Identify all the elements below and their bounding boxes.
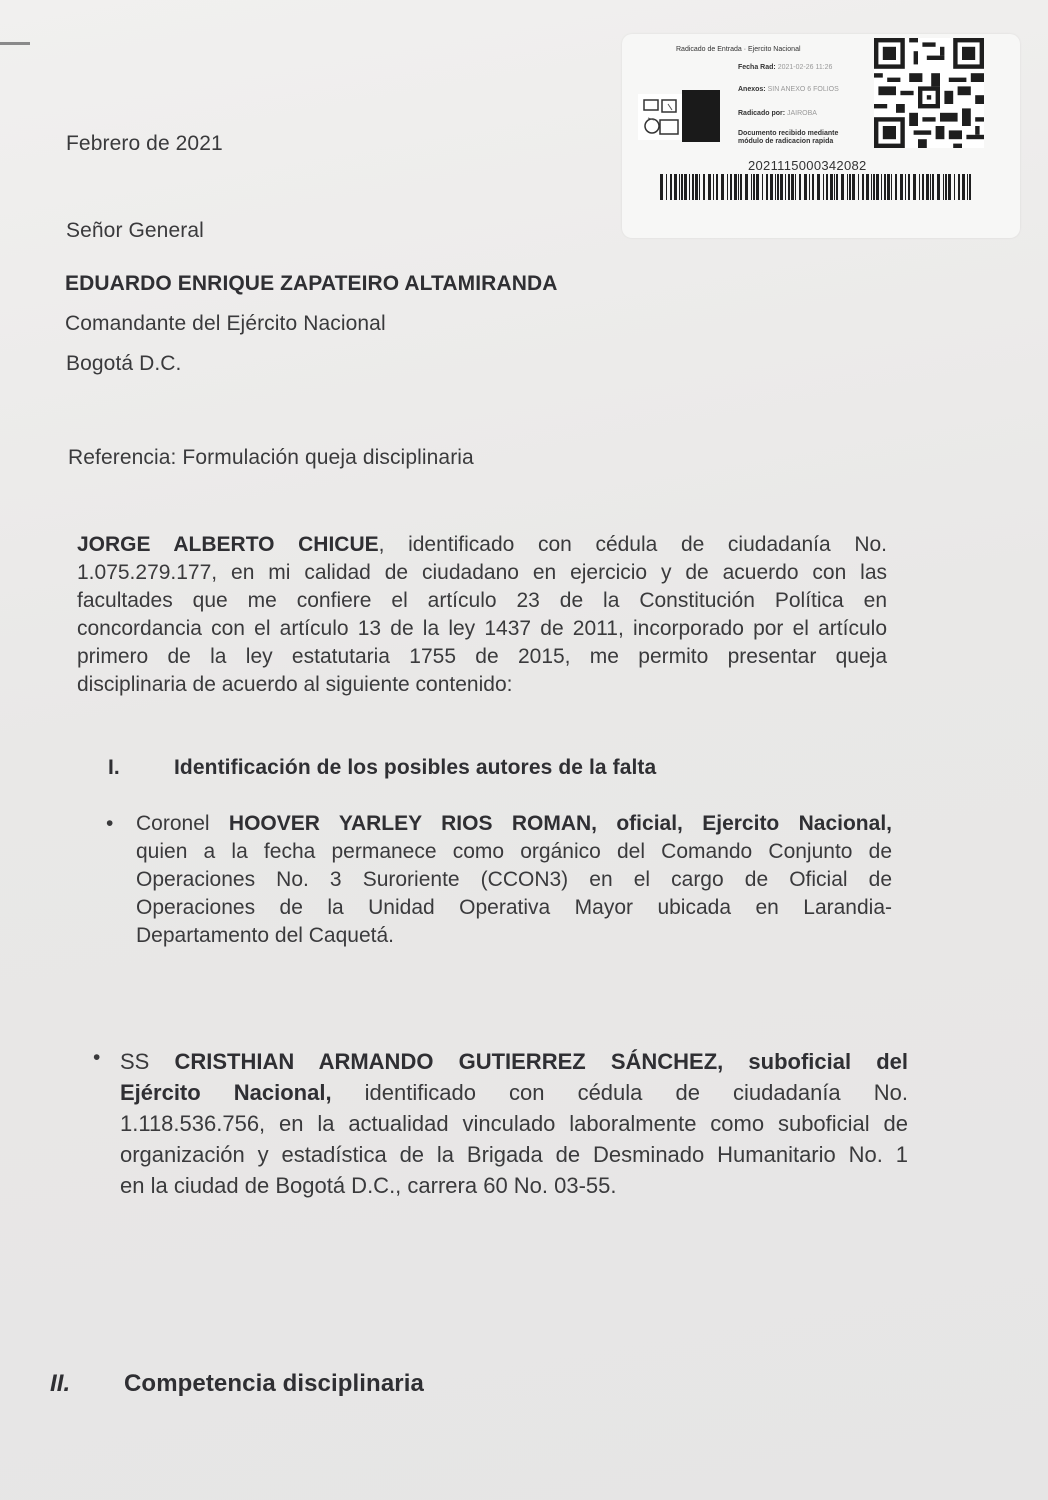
stamp-fecha [738, 64, 832, 71]
bullet-1-prefix: Coronel [136, 812, 229, 835]
bullet-2-marker: • [93, 1046, 101, 1069]
stamp-fecha-label: Fecha Rad: [738, 64, 776, 71]
bullet-1-line-4: Operaciones de la Unidad Operativa Mayor ubicada en Larandia- [136, 896, 892, 919]
bullet-1-line-2: quien a la fecha permanece como orgánico del Comando Conjunto de [136, 840, 892, 863]
qr-code [874, 38, 984, 148]
intro-line-1-rest: , identificado con cédula de ciudadanía No. [378, 533, 887, 556]
stamp-fecha-value: 2021-02-26 11:26 [777, 64, 833, 71]
bullet-2-line-2 [120, 1077, 908, 1108]
bullet-1-line-1 [136, 810, 892, 838]
recipient-salutation: Señor General [66, 219, 204, 242]
filing-stamp [622, 34, 1020, 238]
stamp-radicado-value: JAIROBA [787, 110, 817, 117]
intro-paragraph [77, 531, 887, 699]
recipient-name: EDUARDO ENRIQUE ZAPATEIRO ALTAMIRANDA [65, 272, 558, 295]
stamp-anexos-value: SIN ANEXO 6 FOLIOS [767, 86, 839, 93]
bullet-1-text [136, 810, 892, 950]
radicado-number: 2021115000342082 [748, 158, 867, 173]
bullet-2-line-2-rest: identificado con cédula de ciudadanía No. [331, 1080, 908, 1105]
coat-of-arms-logo [638, 90, 720, 142]
stamp-radicado [738, 110, 817, 117]
complainant-name: JORGE ALBERTO CHICUE [77, 533, 379, 556]
stamp-note-line2: módulo de radicacion rapida [738, 138, 834, 145]
bullet-1-bold: HOOVER YARLEY RIOS ROMAN, oficial, Ejercito Nacional, [228, 812, 892, 835]
section-2-title: Competencia disciplinaria [124, 1370, 424, 1397]
bullet-2-line-4: organización y estadística de la Brigada de Desminado Humanitario No. 1 [120, 1142, 908, 1167]
intro-line-5: primero de la ley estatutaria 1755 de 2015, me permito presentar queja [77, 645, 887, 668]
corner-mark [0, 42, 30, 45]
stamp-anexos-label: Anexos: [738, 86, 766, 93]
intro-line-6: disciplinaria de acuerdo al siguiente contenido: [77, 673, 513, 696]
stamp-anexos [738, 86, 839, 93]
section-1-title: Identificación de los posibles autores de la falta [174, 756, 657, 779]
intro-line-1 [77, 531, 887, 559]
letter-date: Febrero de 2021 [66, 132, 223, 155]
bullet-2-text [120, 1046, 908, 1201]
barcode [660, 174, 972, 200]
recipient-city: Bogotá D.C. [66, 352, 182, 375]
bullet-1-marker: • [106, 812, 114, 835]
bullet-1-line-5: Departamento del Caquetá. [136, 924, 394, 947]
section-2-numeral: II. [50, 1370, 71, 1397]
bullet-2-line-3: 1.118.536.756, en la actualidad vinculado laboralmente como suboficial de [120, 1111, 908, 1136]
reference-line: Referencia: Formulación queja disciplinaria [68, 446, 474, 469]
section-1-numeral: I. [108, 756, 120, 779]
stamp-header: Radicado de Entrada · Ejercito Nacional [676, 46, 801, 53]
intro-line-4: concordancia con el artículo 13 de la ley 1437 de 2011, incorporado por el artículo [77, 617, 887, 640]
bullet-2-line-5: en la ciudad de Bogotá D.C., carrera 60 No. 03-55. [120, 1173, 617, 1198]
bullet-2-bold-1: CRISTHIAN ARMANDO GUTIERREZ SÁNCHEZ, suboficial del [174, 1049, 908, 1074]
bullet-2-prefix: SS [120, 1049, 175, 1074]
intro-line-2: 1.075.279.177, en mi calidad de ciudadano en ejercicio y de acuerdo con las [77, 561, 887, 584]
bullet-1-line-3: Operaciones No. 3 Suroriente (CCON3) en el cargo de Oficial de [136, 868, 892, 891]
bullet-2-line-1 [120, 1046, 908, 1077]
stamp-radicado-label: Radicado por: [738, 110, 786, 117]
recipient-title: Comandante del Ejército Nacional [65, 312, 386, 335]
stamp-note-line1: Documento recibido mediante [738, 130, 839, 137]
intro-line-3: facultades que me confiere el artículo 23 de la Constitución Política en [77, 589, 887, 612]
bullet-2-bold-2: Ejército Nacional, [120, 1080, 332, 1105]
